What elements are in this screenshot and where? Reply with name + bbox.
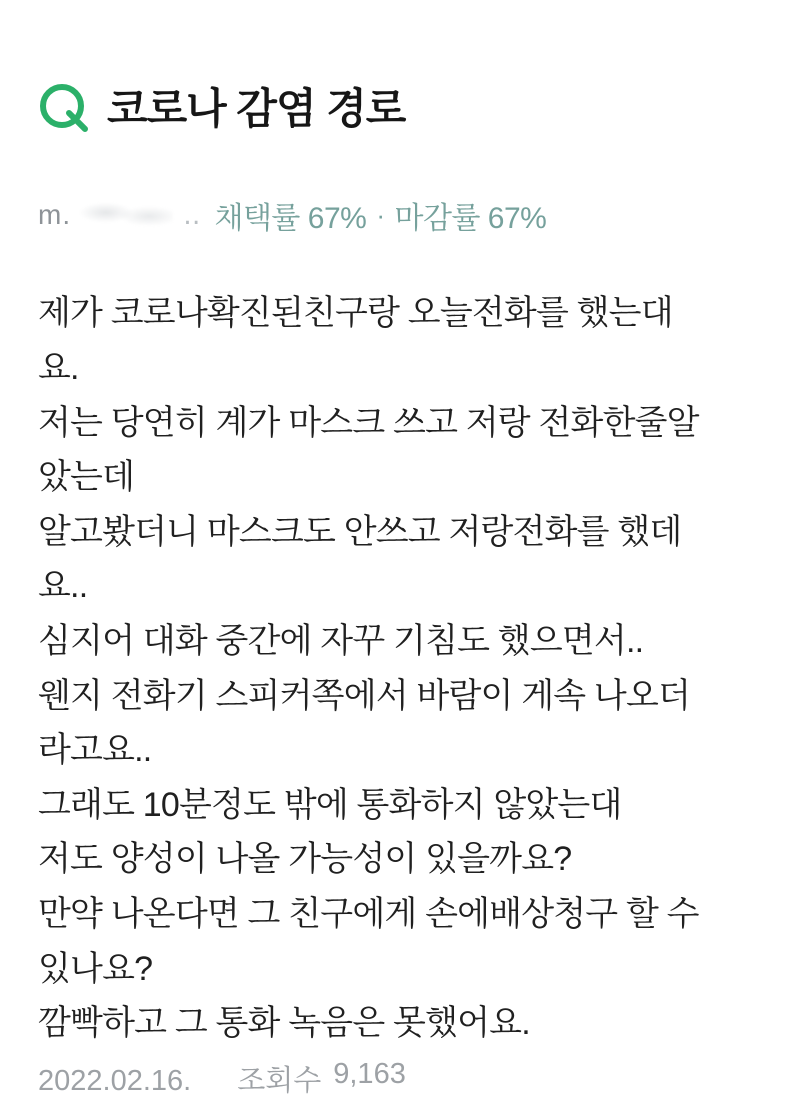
view-count — [237, 1058, 406, 1099]
body-line: 그래도 10분정도 밖에 통화하지 않았는대 — [38, 785, 622, 824]
username-blur-redaction — [77, 203, 173, 227]
view-count-label: 조회수 — [237, 1065, 322, 1097]
closing-rate-label: 마감률 — [394, 202, 480, 236]
question-header — [38, 0, 762, 160]
closing-rate-value: 67% — [487, 202, 547, 236]
post-date: 2022.02.16. — [38, 1065, 192, 1097]
body-line: 았는데 — [38, 458, 135, 497]
body-line: 저는 당연히 계가 마스크 쓰고 저랑 전화한줄알 — [38, 403, 699, 442]
adoption-rate-value: 67% — [307, 202, 367, 236]
body-line: 깜빡하고 그 통화 녹음은 못했어요. — [38, 1004, 530, 1043]
user-stats — [214, 193, 546, 237]
question-q-icon — [38, 82, 92, 136]
question-meta-row — [38, 196, 762, 234]
adoption-rate-label: 채택률 — [214, 202, 300, 236]
adoption-rate-stat — [214, 193, 366, 237]
body-line: 웬지 전화기 스피커쪽에서 바람이 게속 나오더 — [38, 676, 691, 715]
view-count-value: 9,163 — [333, 1058, 406, 1090]
body-line: 만약 나온다면 그 친구에게 손에배상청구 할 수 — [38, 894, 699, 933]
body-line: 제가 코로나확진된친구랑 오늘전화를 했는대 — [38, 294, 673, 333]
page-title: 코로나 감염 경로 — [107, 85, 406, 133]
body-line: 저도 양성이 나올 가능성이 있을까요? — [38, 840, 572, 879]
body-line: 요.. — [38, 567, 88, 606]
body-line: 라고요.. — [38, 731, 152, 770]
question-footer — [38, 1058, 406, 1099]
mask-marks: ‥ — [183, 199, 203, 230]
question-body — [38, 286, 762, 1050]
closing-rate-stat — [394, 193, 546, 237]
stat-divider-dot: · — [376, 199, 385, 230]
body-line: 요. — [38, 349, 79, 388]
username-masked[interactable]: m. — [38, 199, 72, 231]
body-line: 심지어 대화 중간에 자꾸 기침도 했으면서.. — [38, 622, 644, 660]
body-line: 알고봤더니 마스크도 안쓰고 저랑전화를 했데 — [38, 512, 682, 551]
body-line: 있나요? — [38, 949, 153, 988]
